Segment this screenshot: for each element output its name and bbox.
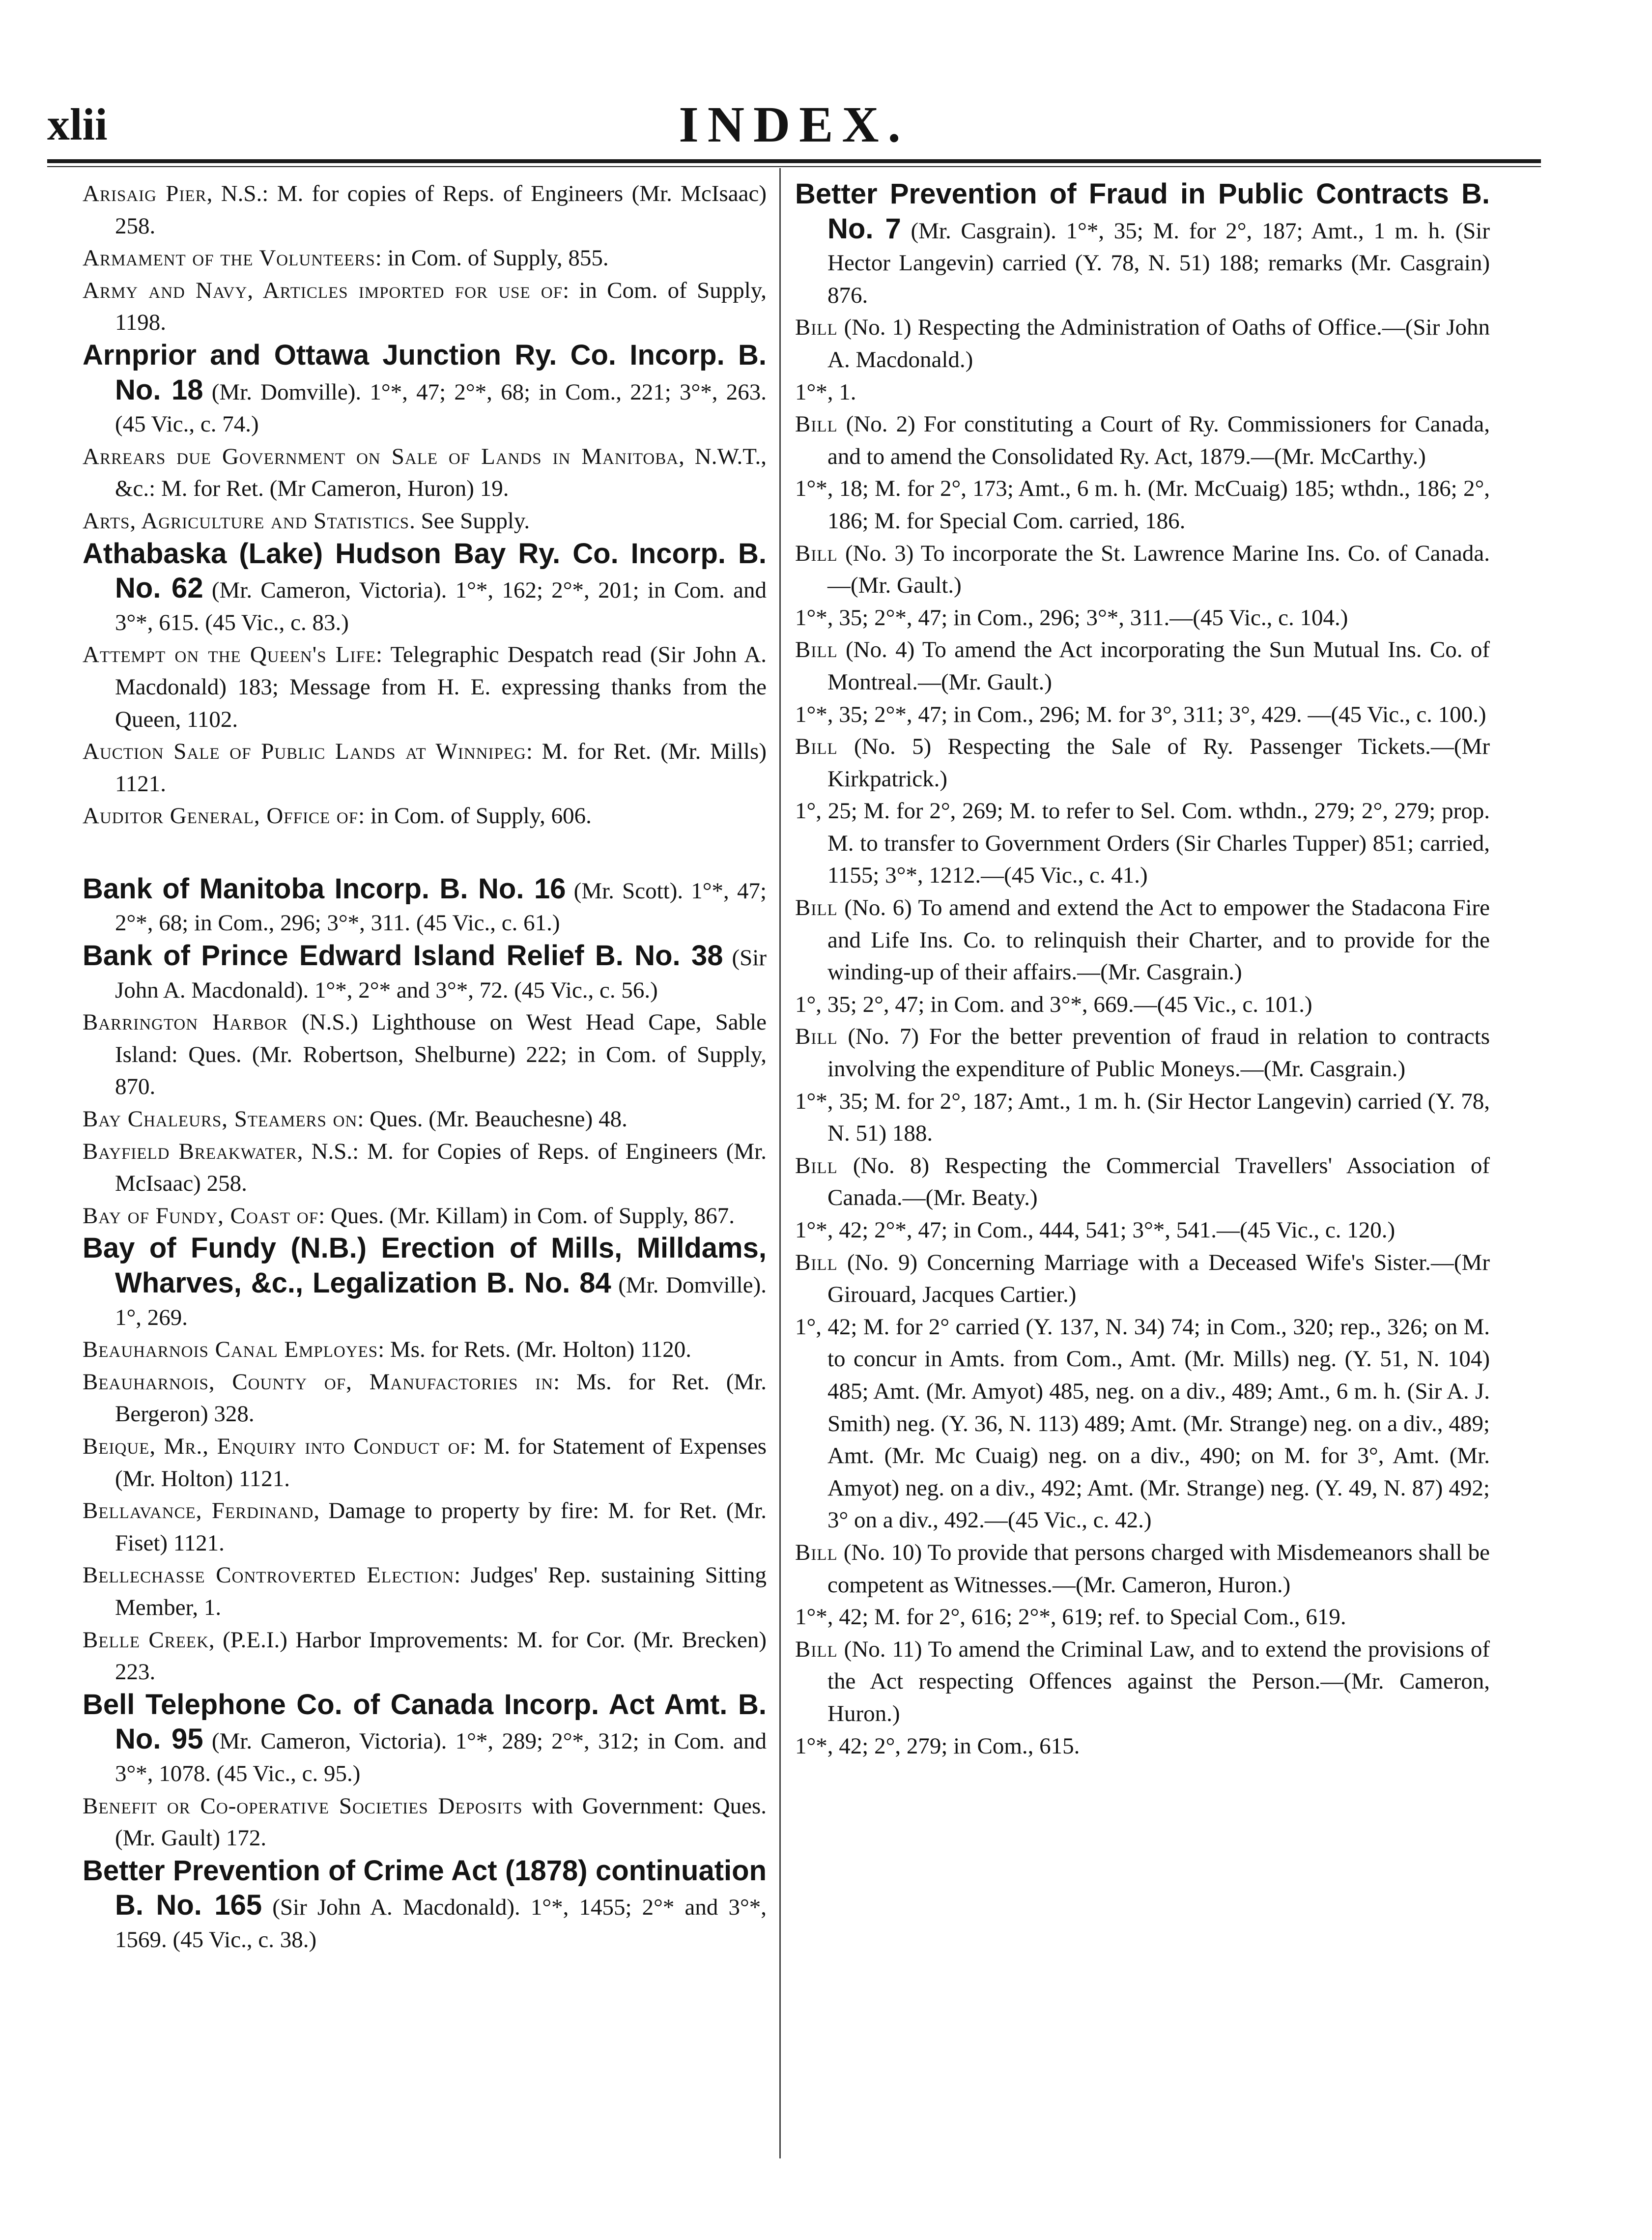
entry-text: (No. 4) To amend the Act incorporating the Sun Mutual Ins. Co. of Montreal.—(Mr. Gault.) (827, 637, 1490, 695)
right-column (795, 178, 1490, 1762)
entry-heading: Bill (795, 1152, 838, 1178)
index-entry (83, 1855, 767, 1956)
entry-text: (Sir John A. Macdonald). 1°*, 1455; 2°* and 3°*, 1569. (45 Vic., c. 38.) (115, 1895, 767, 1953)
index-entry (83, 538, 767, 639)
entry-text: : Ques. (Mr. Beauchesne) 48. (357, 1106, 627, 1132)
index-entry (795, 1634, 1490, 1762)
index-entry (83, 1232, 767, 1334)
header-rule-thin (47, 166, 1541, 167)
index-entry (83, 1431, 767, 1495)
entry-proceedings: 1°*, 42; M. for 2°, 616; 2°*, 619; ref. to Special Com., 619. (795, 1604, 1346, 1630)
entry-text: (Mr. Casgrain). 1°*, 35; M. for 2°, 187; Amt., 1 m. h. (Sir Hector Langevin) carried (Y. 78, N. 51) 188; remarks (Mr. Casgrain) 876. (827, 218, 1490, 308)
entry-heading: Bank of Manitoba Incorp. B. No. 16 (83, 872, 566, 905)
index-entry (83, 1366, 767, 1431)
entry-heading: Army and Navy, Articles imported for use of (83, 277, 563, 303)
entry-proceedings: 1°, 42; M. for 2° carried (Y. 137, N. 34) 74; in Com., 320; rep., 326; on M. to concur in Amts. from Com., Amt. (Mr. Mills) neg. (Y. 51, N. 104) 485; Amt. (Mr. Amyot) 485, neg. on a div., 489; Amt., 6 m. h. (Sir A. J. Smith) neg. (Y. 36, N. 113) 489; Amt. (Mr. Strange) neg. on a div., 489; Amt. (Mr. Mc Cuaig) neg. on a div., 490; on M. for 3°, Amt. (Mr. Amyot) neg. on a div., 492; Amt. (Mr. Strange) neg. (Y. 49, N. 87) 492; 3° on a div., 492.—(45 Vic., c. 42.) (795, 1314, 1490, 1533)
index-entry (83, 736, 767, 800)
index-entry (83, 1689, 767, 1790)
entry-heading: Attempt on the Queen's Life (83, 642, 376, 668)
page-number: xlii (47, 99, 108, 149)
entry-text: , (P.E.I.) Harbor Improvements: M. for Cor. (Mr. Brecken) 223. (115, 1627, 767, 1685)
entry-heading: Bill (795, 411, 838, 437)
index-entry (795, 1021, 1490, 1149)
index-entry (83, 441, 767, 505)
entry-proceedings: 1°*, 35; M. for 2°, 187; Amt., 1 m. h. (Sir Hector Langevin) carried (Y. 78, N. 51) 188. (795, 1088, 1490, 1147)
entry-text: (No. 6) To amend and extend the Act to empower the Stadacona Fire and Life Ins. Co. to relinquish their Charter, and to provide for the winding-up of their affairs.—(Mr. Casgrain.) (827, 895, 1490, 985)
entry-heading: Bill (795, 1249, 838, 1275)
entry-text: : M. for Ret. (Mr. Mills) 1121. (115, 739, 767, 797)
entry-heading: Armament of the Volunteers (83, 245, 375, 271)
entry-text: : Ms. for Rets. (Mr. Holton) 1120. (378, 1337, 692, 1363)
entry-heading: Athabaska (Lake) Hudson Bay Ry. Co. Incorp. B. No. 62 (83, 537, 767, 604)
entry-text: (Mr. Cameron, Victoria). 1°*, 162; 2°*, 201; in Com. and 3°*, 615. (45 Vic., c. 83.) (115, 577, 767, 635)
entry-text: (No. 3) To incorporate the St. Lawrence Marine Ins. Co. of Canada.—(Mr. Gault.) (827, 540, 1490, 599)
entry-heading: Bay of Fundy (N.B.) Erection of Mills, Milldams, Wharves, &c., Legalization B. No. 84 (83, 1232, 767, 1299)
entry-text: (No. 5) Respecting the Sale of Ry. Passenger Tickets.—(Mr Kirkpatrick.) (827, 734, 1490, 792)
entry-text: , N.S.: M. for Copies of Reps. of Engineers (Mr. McIsaac) 258. (115, 1138, 767, 1197)
entry-text: (N.S.) Lighthouse on West Head Cape, Sable Island: Ques. (Mr. Robertson, Shelburne) 222; in Com. of Supply, 870. (115, 1009, 767, 1100)
entry-text: (No. 11) To amend the Criminal Law, and to extend the provisions of the Act respecting Offences against the Person.—(Mr. Cameron, Huron.) (827, 1636, 1490, 1726)
entry-heading: Bayfield Breakwater (83, 1138, 297, 1164)
entry-text: : in Com. of Supply, 855. (375, 245, 609, 271)
entry-proceedings: 1°*, 35; 2°*, 47; in Com., 296; 3°*, 311.—(45 Vic., c. 104.) (795, 604, 1348, 631)
entry-heading: Bay Chaleurs, Steamers on (83, 1106, 358, 1132)
entry-heading: Arts, Agriculture and Statistics (83, 508, 410, 534)
entry-text: (No. 10) To provide that persons charged with Misdemeanors shall be competent as Witnesses.—(Mr. Cameron, Huron.) (827, 1539, 1490, 1598)
entry-heading: Beauharnois, County of, Manufactories in (83, 1369, 554, 1395)
index-entry (83, 1136, 767, 1200)
entry-heading: Bill (795, 540, 838, 566)
entry-heading: Bill (795, 315, 838, 341)
entry-heading: Better Prevention of Fraud in Public Contracts B. No. 7 (795, 178, 1490, 245)
index-entry (795, 312, 1490, 408)
entry-text: (No. 2) For constituting a Court of Ry. Commissioners for Canada, and to amend the Consolidated Ry. Act, 1879.—(Mr. McCarthy.) (827, 411, 1490, 469)
index-entry (83, 1559, 767, 1624)
entry-proceedings: 1°*, 35; 2°*, 47; in Com., 296; M. for 3°, 311; 3°, 429. —(45 Vic., c. 100.) (795, 701, 1486, 727)
index-entry (83, 1006, 767, 1103)
entry-heading: Arnprior and Ottawa Junction Ry. Co. Incorp. B. No. 18 (83, 339, 767, 406)
entry-text: (No. 7) For the better prevention of fraud in relation to contracts involving the expenditure of Public Moneys.—(Mr. Casgrain.) (827, 1024, 1490, 1082)
entry-heading: Bill (795, 1636, 838, 1662)
index-entry (83, 1200, 767, 1233)
entry-heading: Beique, Mr., Enquiry into Conduct of (83, 1433, 470, 1459)
index-entry (795, 408, 1490, 537)
entry-text: (Mr. Domville). 1°, 269. (115, 1272, 767, 1330)
index-entry (83, 940, 767, 1006)
entry-proceedings: 1°, 35; 2°, 47; in Com. and 3°*, 669.—(45 Vic., c. 101.) (795, 991, 1312, 1017)
entry-heading: Beauharnois Canal Employes (83, 1337, 378, 1363)
entry-text: (No. 9) Concerning Marriage with a Deceased Wife's Sister.—(Mr Girouard, Jacques Cartier.) (827, 1249, 1490, 1308)
left-column (83, 178, 767, 1956)
entry-heading: Bellechasse Controverted Election (83, 1562, 455, 1588)
entry-text: (Mr. Domville). 1°*, 47; 2°*, 68; in Com., 221; 3°*, 263. (45 Vic., c. 74.) (115, 379, 767, 437)
entry-text: : Ms. for Ret. (Mr. Bergeron) 328. (115, 1369, 767, 1427)
entry-text: (No. 1) Respecting the Administration of Oaths of Office.—(Sir John A. Macdonald.) (827, 315, 1490, 373)
index-entry (83, 1790, 767, 1855)
entry-heading: Bay of Fundy, Coast of (83, 1203, 319, 1229)
index-entry (795, 538, 1490, 634)
entry-heading: Arisaig Pier (83, 181, 207, 206)
entry-text: with Government: Ques. (Mr. Gault) 172. (115, 1793, 767, 1851)
entry-heading: Belle Creek (83, 1627, 209, 1653)
entry-heading: Bill (795, 637, 838, 663)
entry-text: , N.W.T., &c.: M. for Ret. (Mr Cameron, Huron) 19. (115, 443, 767, 502)
index-entry (795, 1247, 1490, 1537)
index-entry (795, 634, 1490, 731)
entry-proceedings: 1°*, 42; 2°*, 47; in Com., 444, 541; 3°*, 541.—(45 Vic., c. 120.) (795, 1217, 1396, 1243)
entry-text: , Damage to property by fire: M. for Ret. (Mr. Fiset) 1121. (115, 1498, 767, 1556)
entry-heading: Bellavance, Ferdinand (83, 1498, 314, 1524)
index-entry (795, 1150, 1490, 1247)
entry-heading: Bell Telephone Co. of Canada Incorp. Act Amt. B. No. 95 (83, 1688, 767, 1755)
entry-heading: Auditor General, Office of (83, 803, 359, 829)
index-entry (83, 873, 767, 940)
entry-heading: Barrington Harbor (83, 1009, 288, 1035)
index-entry (83, 1624, 767, 1689)
entry-text: : Judges' Rep. sustaining Sitting Member, 1. (115, 1562, 767, 1620)
entry-text: : Ques. (Mr. Killam) in Com. of Supply, 867. (318, 1203, 735, 1229)
entry-heading: Bill (795, 895, 838, 921)
index-entry (83, 639, 767, 736)
index-entry (83, 1495, 767, 1559)
index-entry (83, 1103, 767, 1136)
entry-proceedings: 1°, 25; M. for 2°, 269; M. to refer to Sel. Com. wthdn., 279; 2°, 279; prop. M. to transfer to Government Orders (Sir Charles Tupper) 851; carried, 1155; 3°*, 1212.—(45 Vic., c. 41.) (795, 798, 1490, 889)
header-rule (47, 159, 1541, 163)
entry-heading: Arrears due Government on Sale of Lands in Manitoba (83, 443, 679, 469)
entry-heading: Bill (795, 1024, 838, 1050)
index-entry (83, 339, 767, 441)
entry-heading: Auction Sale of Public Lands at Winnipeg (83, 739, 526, 765)
entry-text: (Mr. Cameron, Victoria). 1°*, 289; 2°*, 312; in Com. and 3°*, 1078. (45 Vic., c. 95.) (115, 1728, 767, 1786)
index-entry (83, 178, 767, 242)
index-entry (83, 505, 767, 538)
entry-text: . See Supply. (409, 508, 530, 534)
entry-heading: Bank of Prince Edward Island Relief B. No. 38 (83, 940, 723, 972)
entry-proceedings: 1°*, 18; M. for 2°, 173; Amt., 6 m. h. (Mr. McCuaig) 185; wthdn., 186; 2°, 186; M. for Special Com. carried, 186. (795, 476, 1490, 534)
index-entry (83, 275, 767, 339)
entry-text: , N.S.: M. for copies of Reps. of Engineers (Mr. McIsaac) 258. (115, 181, 767, 239)
column-divider (779, 168, 781, 2158)
entry-heading: Better Prevention of Crime Act (1878) continuation B. No. 165 (83, 1854, 767, 1922)
entry-text: (No. 8) Respecting the Commercial Travellers' Association of Canada.—(Mr. Beaty.) (827, 1152, 1490, 1211)
entry-heading: Bill (795, 734, 838, 760)
page-title: INDEX. (679, 96, 910, 153)
index-entry (83, 800, 767, 833)
section-gap (83, 833, 767, 873)
index-entry (795, 1537, 1490, 1634)
entry-text: : Telegraphic Despatch read (Sir John A. Macdonald) 183; Message from H. E. expressing thanks from the Queen, 1102. (115, 642, 767, 732)
entry-text: : in Com. of Supply, 1198. (115, 277, 767, 336)
entry-proceedings: 1°*, 1. (795, 379, 856, 405)
entry-text: (Sir John A. Macdonald). 1°*, 2°* and 3°*, 72. (45 Vic., c. 56.) (115, 945, 767, 1003)
index-entry (83, 242, 767, 275)
entry-proceedings: 1°*, 42; 2°, 279; in Com., 615. (795, 1733, 1080, 1759)
entry-text: : M. for Statement of Expenses (Mr. Holton) 1121. (115, 1433, 767, 1492)
entry-heading: Bill (795, 1539, 838, 1565)
index-entry (795, 178, 1490, 312)
entry-text: : in Com. of Supply, 606. (358, 803, 592, 829)
page-header (47, 93, 1541, 162)
entry-heading: Benefit or Co-operative Societies Deposits (83, 1793, 523, 1819)
index-entry (795, 731, 1490, 892)
entry-text: (Mr. Scott). 1°*, 47; 2°*, 68; in Com., 296; 3°*, 311. (45 Vic., c. 61.) (115, 878, 767, 936)
index-entry (83, 1334, 767, 1366)
index-entry (795, 892, 1490, 1021)
